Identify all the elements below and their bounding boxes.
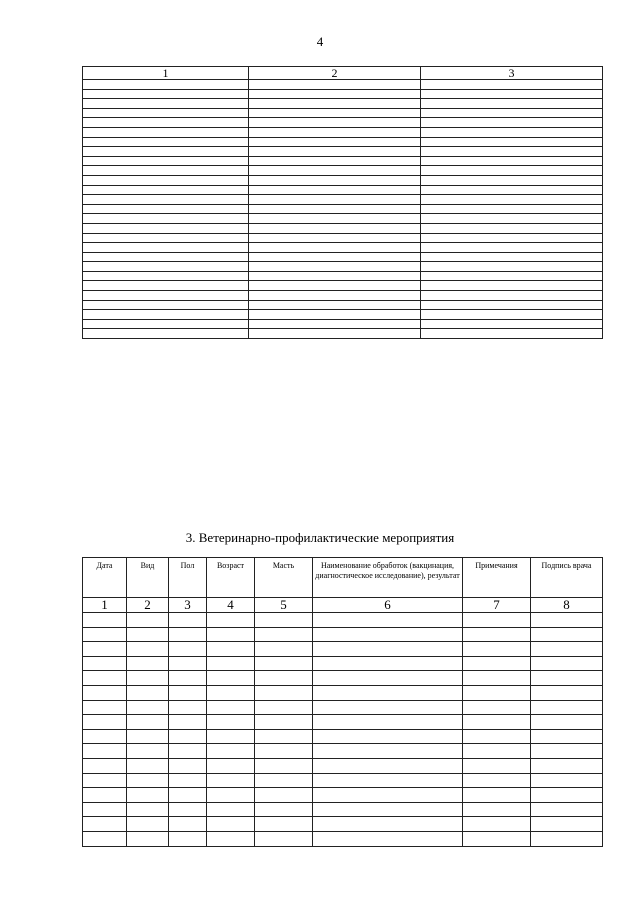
table-cell[interactable] <box>421 252 603 262</box>
table-cell[interactable] <box>127 788 169 803</box>
table-cell[interactable] <box>421 204 603 214</box>
table-cell[interactable] <box>421 262 603 272</box>
table-cell[interactable] <box>531 744 603 759</box>
table-cell[interactable] <box>255 715 313 730</box>
table-cell[interactable] <box>169 613 207 628</box>
table-cell[interactable] <box>249 147 421 157</box>
table-cell[interactable] <box>249 243 421 253</box>
table-cell[interactable] <box>127 700 169 715</box>
table-cell[interactable] <box>83 137 249 147</box>
table-cell[interactable] <box>83 291 249 301</box>
table-cell[interactable] <box>207 700 255 715</box>
table-row <box>83 262 603 272</box>
table-row <box>83 656 603 671</box>
table-2-number-row <box>83 598 603 613</box>
section-title: 3. Ветеринарно-профилактические мероприятия <box>185 530 455 545</box>
table-cell[interactable] <box>83 223 249 233</box>
table-cell[interactable] <box>255 773 313 788</box>
table-cell[interactable] <box>249 281 421 291</box>
table-row <box>83 685 603 700</box>
table-cell[interactable] <box>249 262 421 272</box>
table-cell[interactable] <box>207 773 255 788</box>
table-cell[interactable] <box>83 700 127 715</box>
table-cell[interactable] <box>531 656 603 671</box>
col-number-2: 2 <box>127 598 169 613</box>
table-cell[interactable] <box>83 656 127 671</box>
table-row <box>83 80 603 90</box>
table-row <box>83 99 603 109</box>
table-cell[interactable] <box>127 642 169 657</box>
table-cell[interactable] <box>531 715 603 730</box>
table-cell[interactable] <box>83 831 127 846</box>
table-cell[interactable] <box>421 185 603 195</box>
table-cell[interactable] <box>421 281 603 291</box>
table-cell[interactable] <box>313 758 463 773</box>
header-date: Дата <box>83 558 127 598</box>
table-row <box>83 252 603 262</box>
table-cell[interactable] <box>169 627 207 642</box>
header-age: Возраст <box>207 558 255 598</box>
table-cell[interactable] <box>83 729 127 744</box>
col-number-4: 4 <box>207 598 255 613</box>
table-cell[interactable] <box>249 156 421 166</box>
table-cell[interactable] <box>169 656 207 671</box>
table-cell[interactable] <box>83 118 249 128</box>
table-cell[interactable] <box>83 80 249 90</box>
table-row <box>83 118 603 128</box>
table-cell[interactable] <box>531 642 603 657</box>
header-sex: Пол <box>169 558 207 598</box>
col-number-6: 6 <box>313 598 463 613</box>
table-cell[interactable] <box>421 243 603 253</box>
table-row <box>83 788 603 803</box>
table-cell[interactable] <box>83 262 249 272</box>
table-cell[interactable] <box>83 329 249 339</box>
table-cell[interactable] <box>531 627 603 642</box>
table-cell[interactable] <box>313 773 463 788</box>
table-row <box>83 627 603 642</box>
table-cell[interactable] <box>207 642 255 657</box>
table-cell[interactable] <box>249 214 421 224</box>
header-notes: Примечания <box>463 558 531 598</box>
table-cell[interactable] <box>249 108 421 118</box>
table-cell[interactable] <box>169 744 207 759</box>
table-cell[interactable] <box>421 271 603 281</box>
table-row <box>83 156 603 166</box>
table-cell[interactable] <box>421 195 603 205</box>
table-cell[interactable] <box>421 108 603 118</box>
table-cell[interactable] <box>531 685 603 700</box>
table-cell[interactable] <box>207 685 255 700</box>
table-cell[interactable] <box>207 802 255 817</box>
table-row <box>83 281 603 291</box>
table-cell[interactable] <box>531 729 603 744</box>
table-cell[interactable] <box>249 291 421 301</box>
table-row <box>83 613 603 628</box>
table-cell[interactable] <box>421 166 603 176</box>
table-cell[interactable] <box>255 685 313 700</box>
table-cell[interactable] <box>169 729 207 744</box>
table-cell[interactable] <box>127 729 169 744</box>
table-row <box>83 671 603 686</box>
table-cell[interactable] <box>421 329 603 339</box>
table-cell[interactable] <box>127 613 169 628</box>
table-cell[interactable] <box>127 685 169 700</box>
table-cell[interactable] <box>207 831 255 846</box>
table-cell[interactable] <box>531 788 603 803</box>
table-row <box>83 195 603 205</box>
table-cell[interactable] <box>83 817 127 832</box>
table-row <box>83 310 603 320</box>
table-cell[interactable] <box>83 715 127 730</box>
table-row <box>83 831 603 846</box>
table-cell[interactable] <box>83 156 249 166</box>
table-cell[interactable] <box>249 175 421 185</box>
header-color: Масть <box>255 558 313 598</box>
table-row <box>83 89 603 99</box>
table-cell[interactable] <box>83 300 249 310</box>
table-row <box>83 204 603 214</box>
table-row <box>83 700 603 715</box>
table-2 <box>82 557 603 847</box>
table-cell[interactable] <box>207 729 255 744</box>
table-cell[interactable] <box>421 156 603 166</box>
table-cell[interactable] <box>463 744 531 759</box>
table-cell[interactable] <box>313 831 463 846</box>
table-cell[interactable] <box>531 802 603 817</box>
table-cell[interactable] <box>83 627 127 642</box>
table-cell[interactable] <box>421 99 603 109</box>
table-cell[interactable] <box>313 715 463 730</box>
table-row <box>83 223 603 233</box>
table-cell[interactable] <box>421 300 603 310</box>
table-cell[interactable] <box>83 166 249 176</box>
table-cell[interactable] <box>207 744 255 759</box>
table-cell[interactable] <box>421 137 603 147</box>
table-cell[interactable] <box>463 831 531 846</box>
table-cell[interactable] <box>83 99 249 109</box>
table-row <box>83 214 603 224</box>
table-cell[interactable] <box>313 802 463 817</box>
table-cell[interactable] <box>127 744 169 759</box>
table-cell[interactable] <box>255 802 313 817</box>
table-cell[interactable] <box>249 89 421 99</box>
table-cell[interactable] <box>463 758 531 773</box>
table-cell[interactable] <box>249 127 421 137</box>
table-row <box>83 817 603 832</box>
table-row <box>83 127 603 137</box>
table-cell[interactable] <box>313 729 463 744</box>
table-cell[interactable] <box>531 613 603 628</box>
table-cell[interactable] <box>127 715 169 730</box>
col-number-3: 3 <box>169 598 207 613</box>
table-cell[interactable] <box>255 656 313 671</box>
table-cell[interactable] <box>463 627 531 642</box>
table-cell[interactable] <box>127 671 169 686</box>
table-cell[interactable] <box>531 817 603 832</box>
table-cell[interactable] <box>255 627 313 642</box>
table-cell[interactable] <box>207 788 255 803</box>
table-cell[interactable] <box>463 685 531 700</box>
table-cell[interactable] <box>531 700 603 715</box>
table-cell[interactable] <box>83 147 249 157</box>
col-number-1: 1 <box>83 598 127 613</box>
table-cell[interactable] <box>249 99 421 109</box>
table-cell[interactable] <box>83 252 249 262</box>
table-cell[interactable] <box>255 729 313 744</box>
table-cell[interactable] <box>421 80 603 90</box>
col-number-5: 5 <box>255 598 313 613</box>
page-number: 4 <box>316 34 324 49</box>
table-cell[interactable] <box>463 700 531 715</box>
table-cell[interactable] <box>313 685 463 700</box>
header-species: Вид <box>127 558 169 598</box>
table-cell[interactable] <box>255 788 313 803</box>
table-cell[interactable] <box>463 613 531 628</box>
table-cell[interactable] <box>83 310 249 320</box>
table-cell[interactable] <box>249 166 421 176</box>
table-1-header-2: 2 <box>249 67 421 80</box>
table-cell[interactable] <box>169 642 207 657</box>
table-row <box>83 319 603 329</box>
table-cell[interactable] <box>83 214 249 224</box>
table-cell[interactable] <box>127 758 169 773</box>
table-cell[interactable] <box>169 671 207 686</box>
table-cell[interactable] <box>463 656 531 671</box>
table-cell[interactable] <box>255 642 313 657</box>
table-cell[interactable] <box>127 831 169 846</box>
table-cell[interactable] <box>83 671 127 686</box>
table-cell[interactable] <box>83 613 127 628</box>
table-cell[interactable] <box>207 715 255 730</box>
table-cell[interactable] <box>83 758 127 773</box>
table-cell[interactable] <box>463 788 531 803</box>
table-cell[interactable] <box>83 744 127 759</box>
table-1-header-row <box>83 67 603 80</box>
table-cell[interactable] <box>127 802 169 817</box>
table-cell[interactable] <box>83 642 127 657</box>
table-cell[interactable] <box>83 185 249 195</box>
table-cell[interactable] <box>249 310 421 320</box>
table-cell[interactable] <box>463 773 531 788</box>
table-row <box>83 108 603 118</box>
table-cell[interactable] <box>249 137 421 147</box>
table-row <box>83 744 603 759</box>
table-cell[interactable] <box>249 223 421 233</box>
table-cell[interactable] <box>207 671 255 686</box>
table-cell[interactable] <box>313 656 463 671</box>
table-cell[interactable] <box>83 802 127 817</box>
table-cell[interactable] <box>249 233 421 243</box>
table-row <box>83 175 603 185</box>
table-cell[interactable] <box>255 817 313 832</box>
table-cell[interactable] <box>531 773 603 788</box>
table-cell[interactable] <box>463 729 531 744</box>
table-cell[interactable] <box>83 108 249 118</box>
table-cell[interactable] <box>463 642 531 657</box>
table-cell[interactable] <box>83 243 249 253</box>
table-row <box>83 147 603 157</box>
table-cell[interactable] <box>83 195 249 205</box>
table-cell[interactable] <box>169 788 207 803</box>
table-row <box>83 291 603 301</box>
table-2-header-row <box>83 558 603 598</box>
header-treatment: Наименование обработок (вакцинация, диагностическое исследование), результат <box>313 558 463 598</box>
table-row <box>83 271 603 281</box>
table-row <box>83 137 603 147</box>
table-row <box>83 329 603 339</box>
table-cell[interactable] <box>421 147 603 157</box>
table-cell[interactable] <box>255 744 313 759</box>
table-cell[interactable] <box>249 319 421 329</box>
table-cell[interactable] <box>207 656 255 671</box>
table-cell[interactable] <box>313 613 463 628</box>
table-cell[interactable] <box>169 802 207 817</box>
table-cell[interactable] <box>207 758 255 773</box>
table-cell[interactable] <box>531 831 603 846</box>
table-cell[interactable] <box>421 214 603 224</box>
table-cell[interactable] <box>313 788 463 803</box>
table-cell[interactable] <box>169 758 207 773</box>
table-cell[interactable] <box>421 127 603 137</box>
table-cell[interactable] <box>463 817 531 832</box>
table-cell[interactable] <box>421 175 603 185</box>
table-cell[interactable] <box>255 613 313 628</box>
table-row <box>83 802 603 817</box>
table-row <box>83 166 603 176</box>
table-cell[interactable] <box>83 281 249 291</box>
table-row <box>83 773 603 788</box>
table-row <box>83 233 603 243</box>
table-row <box>83 300 603 310</box>
table-cell[interactable] <box>249 271 421 281</box>
table-cell[interactable] <box>531 671 603 686</box>
table-cell[interactable] <box>83 685 127 700</box>
table-cell[interactable] <box>169 817 207 832</box>
table-cell[interactable] <box>249 300 421 310</box>
table-cell[interactable] <box>421 291 603 301</box>
table-cell[interactable] <box>421 89 603 99</box>
table-cell[interactable] <box>421 310 603 320</box>
table-row <box>83 642 603 657</box>
table-cell[interactable] <box>313 817 463 832</box>
table-cell[interactable] <box>83 773 127 788</box>
table-cell[interactable] <box>255 700 313 715</box>
table-row <box>83 243 603 253</box>
table-cell[interactable] <box>421 319 603 329</box>
col-number-8: 8 <box>531 598 603 613</box>
table-cell[interactable] <box>83 788 127 803</box>
table-row <box>83 758 603 773</box>
table-cell[interactable] <box>421 233 603 243</box>
table-row <box>83 715 603 730</box>
table-cell[interactable] <box>463 671 531 686</box>
table-cell[interactable] <box>313 671 463 686</box>
table-cell[interactable] <box>463 802 531 817</box>
table-cell[interactable] <box>421 118 603 128</box>
table-cell[interactable] <box>255 758 313 773</box>
table-cell[interactable] <box>207 627 255 642</box>
col-number-7: 7 <box>463 598 531 613</box>
table-cell[interactable] <box>207 613 255 628</box>
table-row <box>83 185 603 195</box>
table-cell[interactable] <box>207 817 255 832</box>
table-cell[interactable] <box>127 817 169 832</box>
table-cell[interactable] <box>313 700 463 715</box>
table-cell[interactable] <box>249 204 421 214</box>
table-cell[interactable] <box>83 89 249 99</box>
table-cell[interactable] <box>421 223 603 233</box>
table-cell[interactable] <box>531 758 603 773</box>
table-cell[interactable] <box>169 685 207 700</box>
table-1-header-3: 3 <box>421 67 603 80</box>
table-cell[interactable] <box>83 319 249 329</box>
table-cell[interactable] <box>249 80 421 90</box>
table-cell[interactable] <box>169 715 207 730</box>
table-cell[interactable] <box>313 642 463 657</box>
table-cell[interactable] <box>313 627 463 642</box>
table-cell[interactable] <box>249 195 421 205</box>
table-cell[interactable] <box>249 329 421 339</box>
table-cell[interactable] <box>313 744 463 759</box>
header-signature: Подпись врача <box>531 558 603 598</box>
table-cell[interactable] <box>83 233 249 243</box>
table-cell[interactable] <box>83 175 249 185</box>
table-cell[interactable] <box>169 700 207 715</box>
table-cell[interactable] <box>255 831 313 846</box>
table-cell[interactable] <box>127 627 169 642</box>
table-1 <box>82 66 603 339</box>
table-1-header-1: 1 <box>83 67 249 80</box>
table-row <box>83 729 603 744</box>
table-cell[interactable] <box>127 773 169 788</box>
table-cell[interactable] <box>127 656 169 671</box>
table-cell[interactable] <box>249 252 421 262</box>
table-cell[interactable] <box>83 127 249 137</box>
table-cell[interactable] <box>169 773 207 788</box>
table-cell[interactable] <box>83 271 249 281</box>
table-cell[interactable] <box>255 671 313 686</box>
table-cell[interactable] <box>463 715 531 730</box>
table-cell[interactable] <box>83 204 249 214</box>
table-cell[interactable] <box>169 831 207 846</box>
table-cell[interactable] <box>249 118 421 128</box>
table-cell[interactable] <box>249 185 421 195</box>
